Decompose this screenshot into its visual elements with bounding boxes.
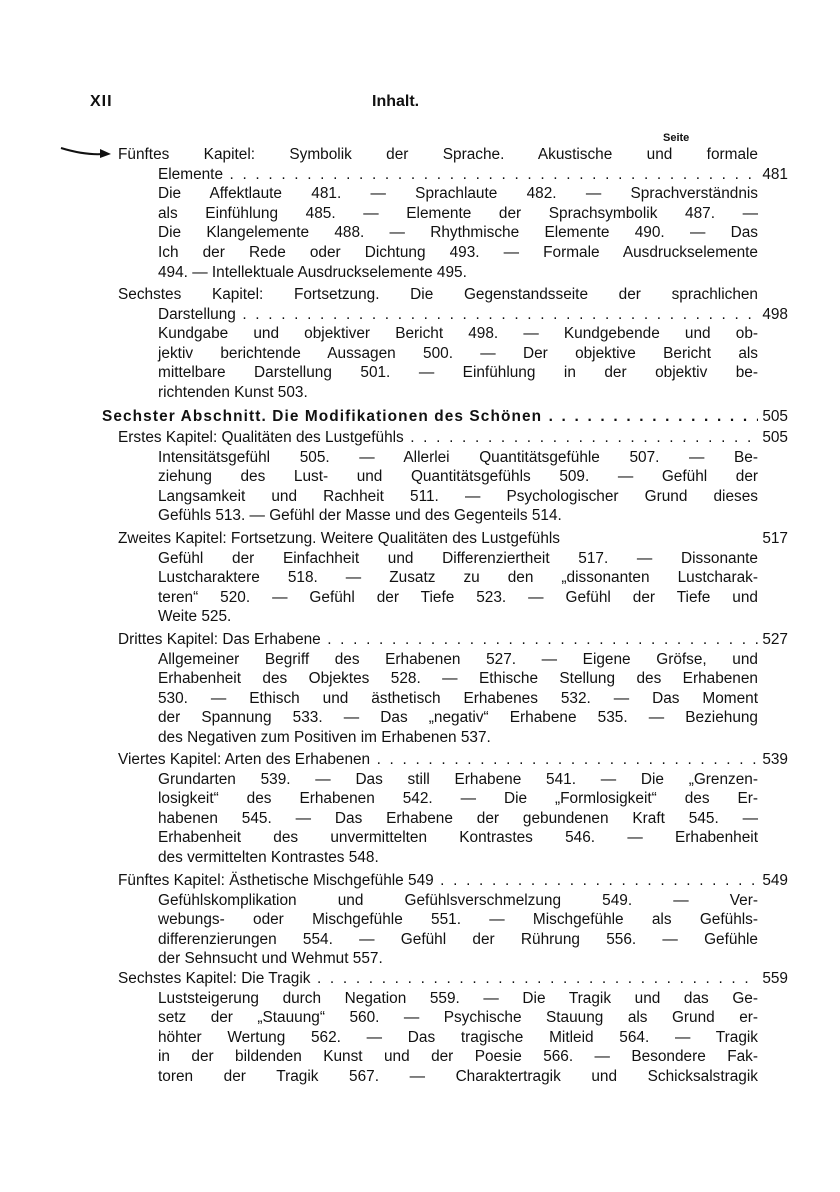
toc-section xyxy=(102,407,788,427)
toc-heading-line: Zweites Kapitel: Fortsetzung. Weitere Qualitäten des Lustgefühls xyxy=(118,530,560,547)
toc-entry xyxy=(118,285,788,403)
toc-page-number: 505 xyxy=(758,428,788,448)
toc-subentry-line: höhter Wertung 562. — Das tragische Mitleid 564. — Tragik xyxy=(158,1028,758,1046)
toc-heading-line: Erstes Kapitel: Qualitäten des Lustgefühls . . . xyxy=(118,428,758,448)
toc-subentry-line: richtenden Kunst 503. xyxy=(158,383,308,401)
margin-arrow-icon xyxy=(60,143,112,159)
toc-entry xyxy=(118,145,788,282)
toc-subentry-line: habenen 545. — Das Erhabene der gebundenen Kraft 545. — xyxy=(158,809,758,827)
toc-entry xyxy=(118,750,788,868)
toc-subentry-line: 530. — Ethisch und ästhetisch Erhabenes 532. — Das Moment xyxy=(158,689,758,707)
section-title: Sechster Abschnitt. Die Modifikationen des Schönen . . . xyxy=(102,407,758,427)
page-column-label: Seite xyxy=(663,132,690,144)
toc-page-number: 549 xyxy=(758,871,788,891)
toc-page-number: 498 xyxy=(758,305,788,325)
toc-subentry-line: Gefühls 513. — Gefühl der Masse und des Gegenteils 514. xyxy=(158,507,562,525)
toc-subentry-line: Weite 525. xyxy=(158,608,232,626)
toc-subentry-line: mittelbare Darstellung 501. — Einfühlung in der objektiv be- xyxy=(158,364,758,382)
toc-entry xyxy=(118,630,788,748)
toc-subentry-line: in der bildenden Kunst und der Poesie 566. — Besondere Fak- xyxy=(158,1048,758,1066)
toc-subentry-line: ziehung des Lust- und Quantitätsgefühls 509. — Gefühl der xyxy=(158,468,758,486)
toc-subentry-line: Grundarten 539. — Das still Erhabene 541. — Die „Grenzen- xyxy=(158,770,758,788)
toc-subentry-line: Die Affektlaute 481. — Sprachlaute 482. — Sprachverständnis xyxy=(158,185,758,203)
toc-subentry-line: Allgemeiner Begriff des Erhabenen 527. — Eigene Gröfse, und xyxy=(158,650,758,668)
toc-page-number: 559 xyxy=(758,969,788,989)
toc-subentry-line: 494. — Intellektuale Ausdruckselemente 495. xyxy=(158,263,467,281)
toc-entry xyxy=(118,428,788,526)
toc-entry xyxy=(118,529,788,627)
toc-subentry-line: Luststeigerung durch Negation 559. — Die Tragik und das Ge- xyxy=(158,989,758,1007)
toc-subentry-line: Erhabenheit des Objektes 528. — Ethische Stellung des Erhabenen xyxy=(158,670,758,688)
toc-subentry-line: des vermittelten Kontrastes 548. xyxy=(158,848,379,866)
toc-page-number: 505 xyxy=(758,407,788,427)
toc-page-number: 527 xyxy=(758,630,788,650)
page-number: XII xyxy=(90,93,113,110)
toc-subentry-line: Die Klangelemente 488. — Rhythmische Elemente 490. — Das xyxy=(158,224,758,242)
toc-heading-line: Fünftes Kapitel: Symbolik der Sprache. Akustische und formale xyxy=(118,146,758,163)
toc-heading-line: Sechstes Kapitel: Fortsetzung. Die Gegenstandsseite der sprachlichen xyxy=(118,286,758,303)
toc-subentry-line: Ich der Rede oder Dichtung 493. — Formale Ausdruckselemente xyxy=(158,243,758,261)
running-head: Inhalt. xyxy=(372,93,420,110)
toc-page-number: 481 xyxy=(758,165,788,185)
toc-subentry-line: Langsamkeit und Rachheit 511. — Psychologischer Grund dieses xyxy=(158,487,758,505)
toc-heading-line: Viertes Kapitel: Arten des Erhabenen . . . xyxy=(118,750,758,770)
toc-heading-line: Elemente . . . xyxy=(158,165,758,185)
toc-heading-line: Darstellung . . . xyxy=(158,305,758,325)
toc-subentry-line: teren“ 520. — Gefühl der Tiefe 523. — Gefühl der Tiefe und xyxy=(158,588,758,606)
toc-entry xyxy=(118,969,788,1087)
toc-subentry-line: webungs- oder Mischgefühle 551. — Mischgefühle als Gefühls- xyxy=(158,911,758,929)
toc-subentry-line: setz der „Stauung“ 560. — Psychische Stauung als Grund er- xyxy=(158,1009,758,1027)
toc-subentry-line: der Spannung 533. — Das „negativ“ Erhabene 535. — Beziehung xyxy=(158,709,758,727)
toc-page-number: 517 xyxy=(758,529,788,549)
toc-subentry-line: jektiv berichtende Aussagen 500. — Der objektive Bericht als xyxy=(158,344,758,362)
toc-heading-line: Sechstes Kapitel: Die Tragik . . . xyxy=(118,969,758,989)
toc-subentry-line: des Negativen zum Positiven im Erhabenen 537. xyxy=(158,728,491,746)
toc-subentry-line: losigkeit“ des Erhabenen 542. — Die „Formlosigkeit“ des Er- xyxy=(158,790,758,808)
toc-page-number: 539 xyxy=(758,750,788,770)
toc-subentry-line: Gefühl der Einfachheit und Differenziertheit 517. — Dissonante xyxy=(158,549,758,567)
toc-subentry-line: Lustcharaktere 518. — Zusatz zu den „dissonanten Lustcharak- xyxy=(158,569,758,587)
toc-subentry-line: als Einfühlung 485. — Elemente der Sprachsymbolik 487. — xyxy=(158,204,758,222)
toc-heading-line: Fünftes Kapitel: Ästhetische Mischgefühle 549 . . . xyxy=(118,871,758,891)
toc-subentry-line: Gefühlskomplikation und Gefühlsverschmelzung 549. — Ver- xyxy=(158,891,758,909)
toc-subentry-line: Erhabenheit des unvermittelten Kontrastes 546. — Erhabenheit xyxy=(158,829,758,847)
toc-subentry-line: differenzierungen 554. — Gefühl der Rührung 556. — Gefühle xyxy=(158,930,758,948)
toc-heading-line: Drittes Kapitel: Das Erhabene . . . xyxy=(118,630,758,650)
toc-subentry-line: Kundgabe und objektiver Bericht 498. — Kundgebende und ob- xyxy=(158,325,758,343)
toc-subentry-line: der Sehnsucht und Wehmut 557. xyxy=(158,950,383,968)
toc-entry xyxy=(118,871,788,969)
toc-subentry-line: Intensitätsgefühl 505. — Allerlei Quantitätsgefühle 507. — Be- xyxy=(158,448,758,466)
toc-subentry-line: toren der Tragik 567. — Charaktertragik und Schicksalstragik xyxy=(158,1067,758,1085)
